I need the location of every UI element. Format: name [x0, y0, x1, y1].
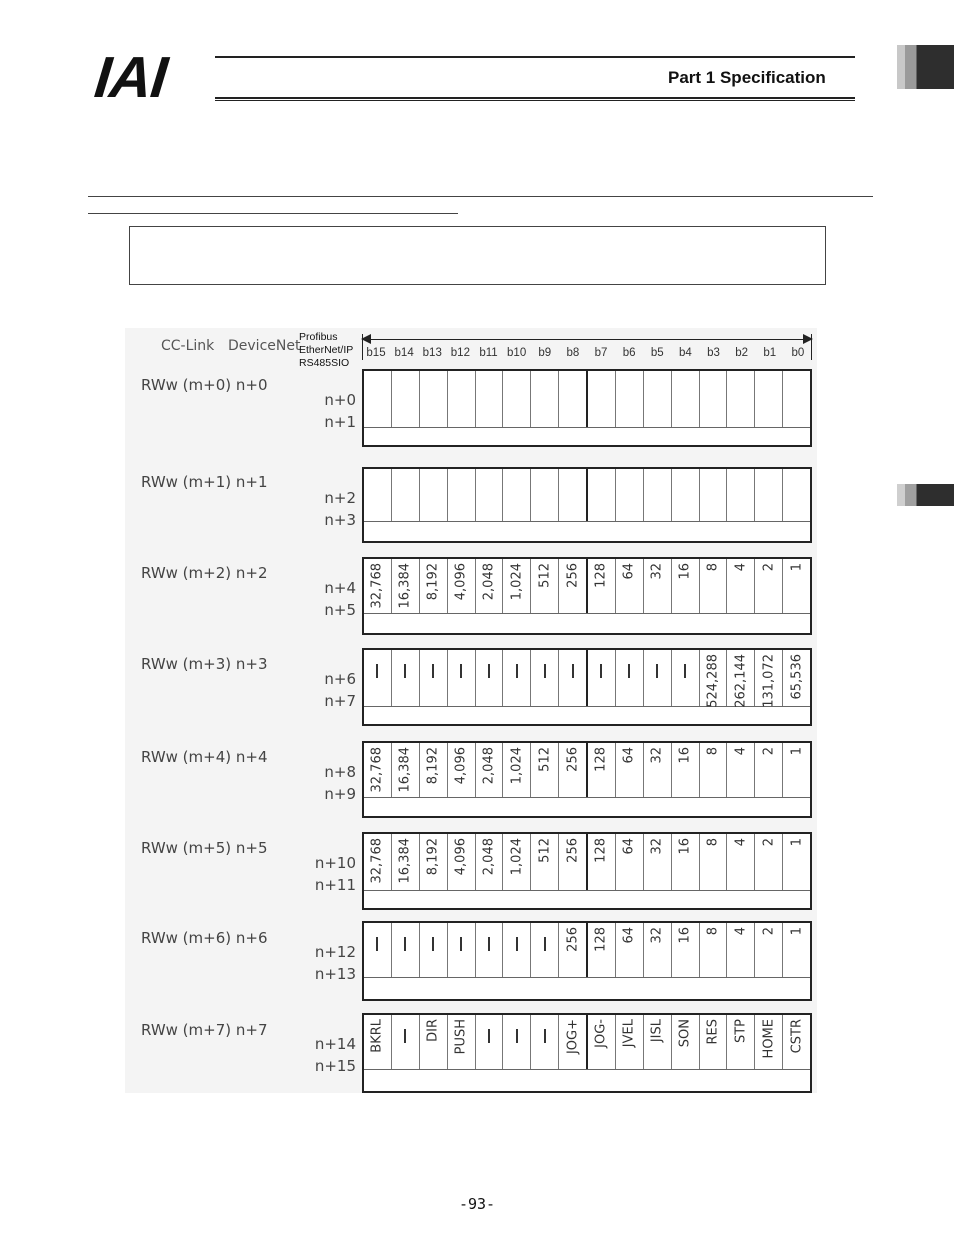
bit-cell-value: 512	[537, 838, 553, 863]
word-label-lower: n+5	[324, 601, 356, 619]
bit-cell-value: 65,536	[789, 654, 805, 700]
bit-cell-b1	[754, 923, 782, 977]
bit-label-b13: b13	[422, 347, 442, 359]
bit-cell-b15	[364, 743, 391, 797]
bit-cell-b15	[364, 923, 391, 977]
register-name: RWw (m+5) n+5	[141, 839, 268, 857]
bit-cell-b4	[671, 743, 699, 797]
bit-cell-b13	[419, 650, 447, 706]
bit-cell-b12	[447, 559, 475, 613]
bit-cell-value: 1,024	[509, 563, 525, 601]
bit-cells	[364, 834, 810, 891]
bit-cells	[364, 1015, 810, 1070]
bit-cell-b1	[754, 371, 782, 427]
bit-cell-value: 16	[677, 747, 693, 764]
bit-cell-value: RES	[705, 1019, 721, 1045]
bit-cell-b2	[726, 559, 754, 613]
unused-bit-mark	[516, 937, 518, 951]
bit-range-arrow	[362, 339, 812, 340]
bit-cell-value: 32,768	[369, 838, 385, 884]
bit-cell-b2	[726, 650, 754, 706]
bit-cell-b14	[391, 923, 419, 977]
bit-label-b5: b5	[650, 347, 664, 359]
bit-cell-b8	[558, 650, 586, 706]
bit-cell-b7	[586, 559, 615, 613]
bit-cell-b6	[615, 834, 643, 890]
bit-cell-b2	[726, 834, 754, 890]
bit-cell-b7	[586, 650, 615, 706]
bit-cell-b5	[643, 743, 671, 797]
bit-cell-b9	[530, 743, 558, 797]
register-name: RWw (m+6) n+6	[141, 929, 268, 947]
chapter-tab-marker	[897, 484, 954, 506]
bit-cell-b3	[699, 743, 727, 797]
bit-cell-b6	[615, 559, 643, 613]
bit-cell-value: 1	[789, 747, 805, 756]
bit-cell-b13	[419, 371, 447, 427]
register-row	[362, 1013, 812, 1093]
word-label-lower: n+7	[324, 692, 356, 710]
bit-cell-b13	[419, 743, 447, 797]
unused-bit-mark	[376, 664, 378, 678]
word-label-upper: n+4	[324, 579, 356, 597]
bit-cell-b4	[671, 469, 699, 521]
word-label-lower: n+9	[324, 785, 356, 803]
bit-cell-b14	[391, 650, 419, 706]
bit-cell-b14	[391, 559, 419, 613]
bit-cells	[364, 559, 810, 614]
unused-bit-mark	[572, 664, 574, 678]
bit-cell-value: 4	[733, 838, 749, 847]
bit-cell-b10	[502, 1015, 530, 1069]
bit-cell-b0	[782, 371, 810, 427]
bit-cell-b10	[502, 469, 530, 521]
bit-cell-b1	[754, 559, 782, 613]
unused-bit-mark	[404, 1029, 406, 1043]
bit-cell-b6	[615, 371, 643, 427]
bit-cell-value: 4	[733, 563, 749, 572]
bit-cell-b10	[502, 559, 530, 613]
bit-cell-b1	[754, 1015, 782, 1069]
bit-cell-value: 1,024	[509, 747, 525, 785]
bit-cell-b3	[699, 371, 727, 427]
bit-cell-b11	[475, 743, 503, 797]
bit-cell-value: 8	[705, 838, 721, 847]
bit-cell-b6	[615, 1015, 643, 1069]
header-rule-bottom	[215, 97, 855, 99]
bit-cell-value: PUSH	[453, 1019, 469, 1055]
bit-cell-value: 4,096	[453, 563, 469, 601]
unused-bit-mark	[460, 664, 462, 678]
bit-cell-value: SON	[677, 1019, 693, 1048]
bit-cell-value: 2	[761, 838, 777, 847]
bit-cell-b11	[475, 371, 503, 427]
bit-cell-b4	[671, 650, 699, 706]
bit-label-b12: b12	[450, 347, 470, 359]
bit-cells	[364, 650, 810, 707]
bit-cell-value: JVEL	[621, 1019, 637, 1048]
bit-cell-value: JISL	[649, 1019, 665, 1043]
bit-cell-b0	[782, 559, 810, 613]
bit-cell-value: 2,048	[481, 747, 497, 785]
col-header-profibus-line: Profibus	[299, 331, 338, 343]
register-name: RWw (m+7) n+7	[141, 1021, 268, 1039]
bit-cell-value: JOG+	[565, 1019, 581, 1055]
bit-cell-b15	[364, 371, 391, 427]
bit-cell-b15	[364, 1015, 391, 1069]
bit-cell-b12	[447, 834, 475, 890]
bit-cell-value: DIR	[425, 1019, 441, 1042]
bit-cell-value: 8,192	[425, 838, 441, 876]
bit-cell-value: 1	[789, 838, 805, 847]
bit-cell-b4	[671, 1015, 699, 1069]
bit-cell-value: JOG-	[593, 1019, 609, 1048]
bit-cell-b10	[502, 743, 530, 797]
bit-cell-value: 64	[621, 838, 637, 855]
unused-bit-mark	[600, 664, 602, 678]
register-row	[362, 557, 812, 635]
bit-cell-b11	[475, 469, 503, 521]
bit-cell-b8	[558, 1015, 586, 1069]
bit-cell-value: 64	[621, 747, 637, 764]
bit-cell-value: 2,048	[481, 838, 497, 876]
bit-label-b11: b11	[479, 347, 498, 359]
bit-cell-b15	[364, 469, 391, 521]
bit-cell-value: 256	[565, 563, 581, 588]
bit-cell-value: 16	[677, 563, 693, 580]
bit-cell-b5	[643, 371, 671, 427]
bit-cell-b7	[586, 834, 615, 890]
bit-cell-b5	[643, 559, 671, 613]
bit-cell-b4	[671, 371, 699, 427]
bit-label-b14: b14	[394, 347, 414, 359]
word-label-upper: n+8	[324, 763, 356, 781]
bit-label-b1: b1	[763, 347, 777, 359]
bit-cell-b11	[475, 559, 503, 613]
bit-cell-b9	[530, 371, 558, 427]
bit-cell-b13	[419, 1015, 447, 1069]
bit-cell-b9	[530, 923, 558, 977]
register-name: RWw (m+3) n+3	[141, 655, 268, 673]
bit-cell-b15	[364, 834, 391, 890]
bit-cell-b8	[558, 743, 586, 797]
col-header-devicenet: DeviceNet	[228, 338, 301, 354]
subheading-rule	[88, 213, 458, 214]
bit-cell-b10	[502, 371, 530, 427]
bit-cell-value: 4,096	[453, 747, 469, 785]
bit-cell-value: 16	[677, 927, 693, 944]
register-row	[362, 648, 812, 726]
bit-cell-value: 2	[761, 563, 777, 572]
bit-cell-b5	[643, 469, 671, 521]
bit-cell-value: 128	[593, 927, 609, 952]
bit-cell-b3	[699, 923, 727, 977]
bit-cell-value: 131,072	[761, 654, 777, 708]
bit-cell-b4	[671, 559, 699, 613]
unused-bit-mark	[404, 664, 406, 678]
bit-cell-value: 16	[677, 838, 693, 855]
unused-bit-mark	[628, 664, 630, 678]
bit-cell-value: 512	[537, 747, 553, 772]
bit-cell-b0	[782, 650, 810, 706]
bit-cell-b8	[558, 371, 586, 427]
bit-cell-value: 8	[705, 747, 721, 756]
bit-cell-b7	[586, 371, 615, 427]
bit-cell-value: 1	[789, 927, 805, 936]
bit-label-b7: b7	[594, 347, 608, 359]
bit-cell-b3	[699, 1015, 727, 1069]
bit-cell-value: 262,144	[733, 654, 749, 708]
unused-bit-mark	[684, 664, 686, 678]
bit-cell-value: 8,192	[425, 563, 441, 601]
bit-label-b6: b6	[622, 347, 636, 359]
bit-cell-b13	[419, 923, 447, 977]
unused-bit-mark	[488, 937, 490, 951]
page-number: -93-	[458, 1195, 496, 1213]
unused-bit-mark	[544, 1029, 546, 1043]
register-row	[362, 832, 812, 910]
bit-cell-value: 128	[593, 747, 609, 772]
bit-cells	[364, 923, 810, 978]
note-box	[129, 226, 826, 285]
bit-cell-value: 8	[705, 927, 721, 936]
bit-cell-value: CSTR	[789, 1019, 805, 1054]
bit-cell-b0	[782, 1015, 810, 1069]
word-label-upper: n+12	[314, 943, 356, 961]
bit-cell-b9	[530, 834, 558, 890]
unused-bit-mark	[488, 664, 490, 678]
bit-cell-value: 4,096	[453, 838, 469, 876]
word-label-lower: n+15	[314, 1057, 356, 1075]
unused-bit-mark	[544, 664, 546, 678]
bit-cell-b14	[391, 1015, 419, 1069]
bit-cell-b13	[419, 834, 447, 890]
bit-cell-b1	[754, 834, 782, 890]
bit-cells	[364, 371, 810, 428]
bit-cell-value: 2,048	[481, 563, 497, 601]
bit-cell-b2	[726, 923, 754, 977]
col-header-rs485-line: RS485SIO	[299, 357, 350, 369]
bit-cell-b12	[447, 743, 475, 797]
unused-bit-mark	[516, 664, 518, 678]
word-label-lower: n+3	[324, 511, 356, 529]
bit-cell-b6	[615, 650, 643, 706]
bit-cell-b0	[782, 923, 810, 977]
bit-cell-b10	[502, 650, 530, 706]
bit-cell-value: 32	[649, 747, 665, 764]
bit-cell-b8	[558, 923, 586, 977]
unused-bit-mark	[376, 937, 378, 951]
bit-cell-b2	[726, 1015, 754, 1069]
bit-cell-b8	[558, 834, 586, 890]
bit-cell-b11	[475, 1015, 503, 1069]
bit-cell-b7	[586, 923, 615, 977]
bit-cell-b14	[391, 469, 419, 521]
bit-cell-value: 256	[565, 838, 581, 863]
unused-bit-mark	[488, 1029, 490, 1043]
bit-cell-b12	[447, 371, 475, 427]
section-title: Part 1 Specification	[668, 68, 826, 87]
bit-cell-b5	[643, 834, 671, 890]
bit-cell-b14	[391, 834, 419, 890]
bit-cell-b5	[643, 923, 671, 977]
bit-cell-value: 64	[621, 927, 637, 944]
bit-cell-b7	[586, 469, 615, 521]
bit-cell-b7	[586, 743, 615, 797]
bit-cell-value: 256	[565, 747, 581, 772]
bit-cell-value: 256	[565, 927, 581, 952]
col-header-profibus	[299, 331, 353, 370]
bit-label-b8: b8	[566, 347, 580, 359]
bit-cell-value: 1,024	[509, 838, 525, 876]
bit-cell-b15	[364, 650, 391, 706]
bit-cell-value: 16,384	[397, 747, 413, 793]
register-name: RWw (m+0) n+0	[141, 376, 268, 394]
bit-cell-b12	[447, 469, 475, 521]
unused-bit-mark	[432, 937, 434, 951]
bit-cell-b2	[726, 469, 754, 521]
bit-cell-value: 524,288	[705, 654, 721, 708]
iai-logo: IAI	[91, 45, 170, 110]
bit-label-b15: b15	[366, 347, 386, 359]
bit-cell-value: 4	[733, 927, 749, 936]
bit-cell-b5	[643, 1015, 671, 1069]
bit-cell-value: 32,768	[369, 747, 385, 793]
bit-cell-b4	[671, 923, 699, 977]
bit-cell-value: HOME	[761, 1019, 777, 1059]
heading-rule	[88, 196, 873, 197]
bit-label-b0: b0	[791, 347, 805, 359]
bit-cell-b1	[754, 743, 782, 797]
bit-cell-value: 128	[593, 838, 609, 863]
bit-cell-b8	[558, 469, 586, 521]
bit-cell-b13	[419, 559, 447, 613]
register-row	[362, 741, 812, 818]
bit-cell-b12	[447, 1015, 475, 1069]
col-header-ethernetip-line: EtherNet/IP	[299, 344, 354, 356]
word-label-upper: n+14	[314, 1035, 356, 1053]
word-label-upper: n+10	[314, 854, 356, 872]
bit-cell-b4	[671, 834, 699, 890]
bit-cell-value: 64	[621, 563, 637, 580]
bit-label-b2: b2	[735, 347, 749, 359]
word-label-upper: n+0	[324, 391, 356, 409]
bit-cell-b1	[754, 469, 782, 521]
bit-label-b4: b4	[678, 347, 692, 359]
bit-cell-b3	[699, 650, 727, 706]
bit-label-b9: b9	[538, 347, 552, 359]
bit-cells	[364, 469, 810, 522]
bit-cell-b9	[530, 1015, 558, 1069]
bit-label-b10: b10	[507, 347, 527, 359]
register-row	[362, 467, 812, 543]
bit-cell-b6	[615, 743, 643, 797]
bit-cell-b11	[475, 923, 503, 977]
bit-cell-b9	[530, 559, 558, 613]
bit-cell-b7	[586, 1015, 615, 1069]
word-label-lower: n+11	[314, 876, 356, 894]
bit-cell-b1	[754, 650, 782, 706]
bit-cell-value: 2	[761, 747, 777, 756]
bit-cell-b13	[419, 469, 447, 521]
bit-cell-value: 32	[649, 838, 665, 855]
bit-cell-value: 512	[537, 563, 553, 588]
bit-cell-value: 8	[705, 563, 721, 572]
bit-cell-value: 128	[593, 563, 609, 588]
bit-cell-b0	[782, 834, 810, 890]
bit-cell-b6	[615, 923, 643, 977]
bit-cells	[364, 743, 810, 798]
bit-cell-b3	[699, 559, 727, 613]
bit-cell-b8	[558, 559, 586, 613]
bit-cell-b9	[530, 469, 558, 521]
unused-bit-mark	[656, 664, 658, 678]
register-row	[362, 921, 812, 1001]
bit-cell-b2	[726, 371, 754, 427]
word-label-upper: n+6	[324, 670, 356, 688]
bit-cell-b6	[615, 469, 643, 521]
bit-label-b3: b3	[707, 347, 720, 359]
bit-cell-b14	[391, 743, 419, 797]
bit-cell-value: BKRL	[369, 1019, 385, 1053]
bit-cell-b0	[782, 469, 810, 521]
bit-cell-b11	[475, 834, 503, 890]
register-name: RWw (m+2) n+2	[141, 564, 268, 582]
bit-cell-value: 4	[733, 747, 749, 756]
bit-cell-b3	[699, 834, 727, 890]
chapter-tab	[897, 45, 954, 89]
bit-cell-value: 8,192	[425, 747, 441, 785]
bit-cell-b2	[726, 743, 754, 797]
unused-bit-mark	[544, 937, 546, 951]
bit-cell-value: 16,384	[397, 838, 413, 884]
bit-cell-b11	[475, 650, 503, 706]
header-rule-top	[215, 56, 855, 58]
bit-cell-b9	[530, 650, 558, 706]
bit-cell-b12	[447, 650, 475, 706]
bit-cell-value: 32,768	[369, 563, 385, 609]
register-name: RWw (m+1) n+1	[141, 473, 268, 491]
bit-cell-b10	[502, 834, 530, 890]
word-label-lower: n+13	[314, 965, 356, 983]
unused-bit-mark	[432, 664, 434, 678]
unused-bit-mark	[460, 937, 462, 951]
bit-cell-b5	[643, 650, 671, 706]
bit-cell-b15	[364, 559, 391, 613]
register-name: RWw (m+4) n+4	[141, 747, 268, 766]
bit-cell-value: 1	[789, 563, 805, 572]
word-label-upper: n+2	[324, 489, 356, 507]
word-label-lower: n+1	[324, 413, 356, 431]
bit-cell-value: 16,384	[397, 563, 413, 609]
bit-cell-value: 32	[649, 563, 665, 580]
register-row	[362, 369, 812, 447]
col-header-cclink: CC-Link	[161, 338, 215, 354]
bit-cell-value: 32	[649, 927, 665, 944]
bit-cell-b3	[699, 469, 727, 521]
bit-cell-b0	[782, 743, 810, 797]
bit-cell-value: 2	[761, 927, 777, 936]
bit-cell-value: STP	[733, 1019, 749, 1044]
unused-bit-mark	[516, 1029, 518, 1043]
bit-cell-b14	[391, 371, 419, 427]
unused-bit-mark	[404, 937, 406, 951]
bit-cell-b10	[502, 923, 530, 977]
bit-cell-b12	[447, 923, 475, 977]
header-rule-bottom-thin	[215, 100, 855, 101]
